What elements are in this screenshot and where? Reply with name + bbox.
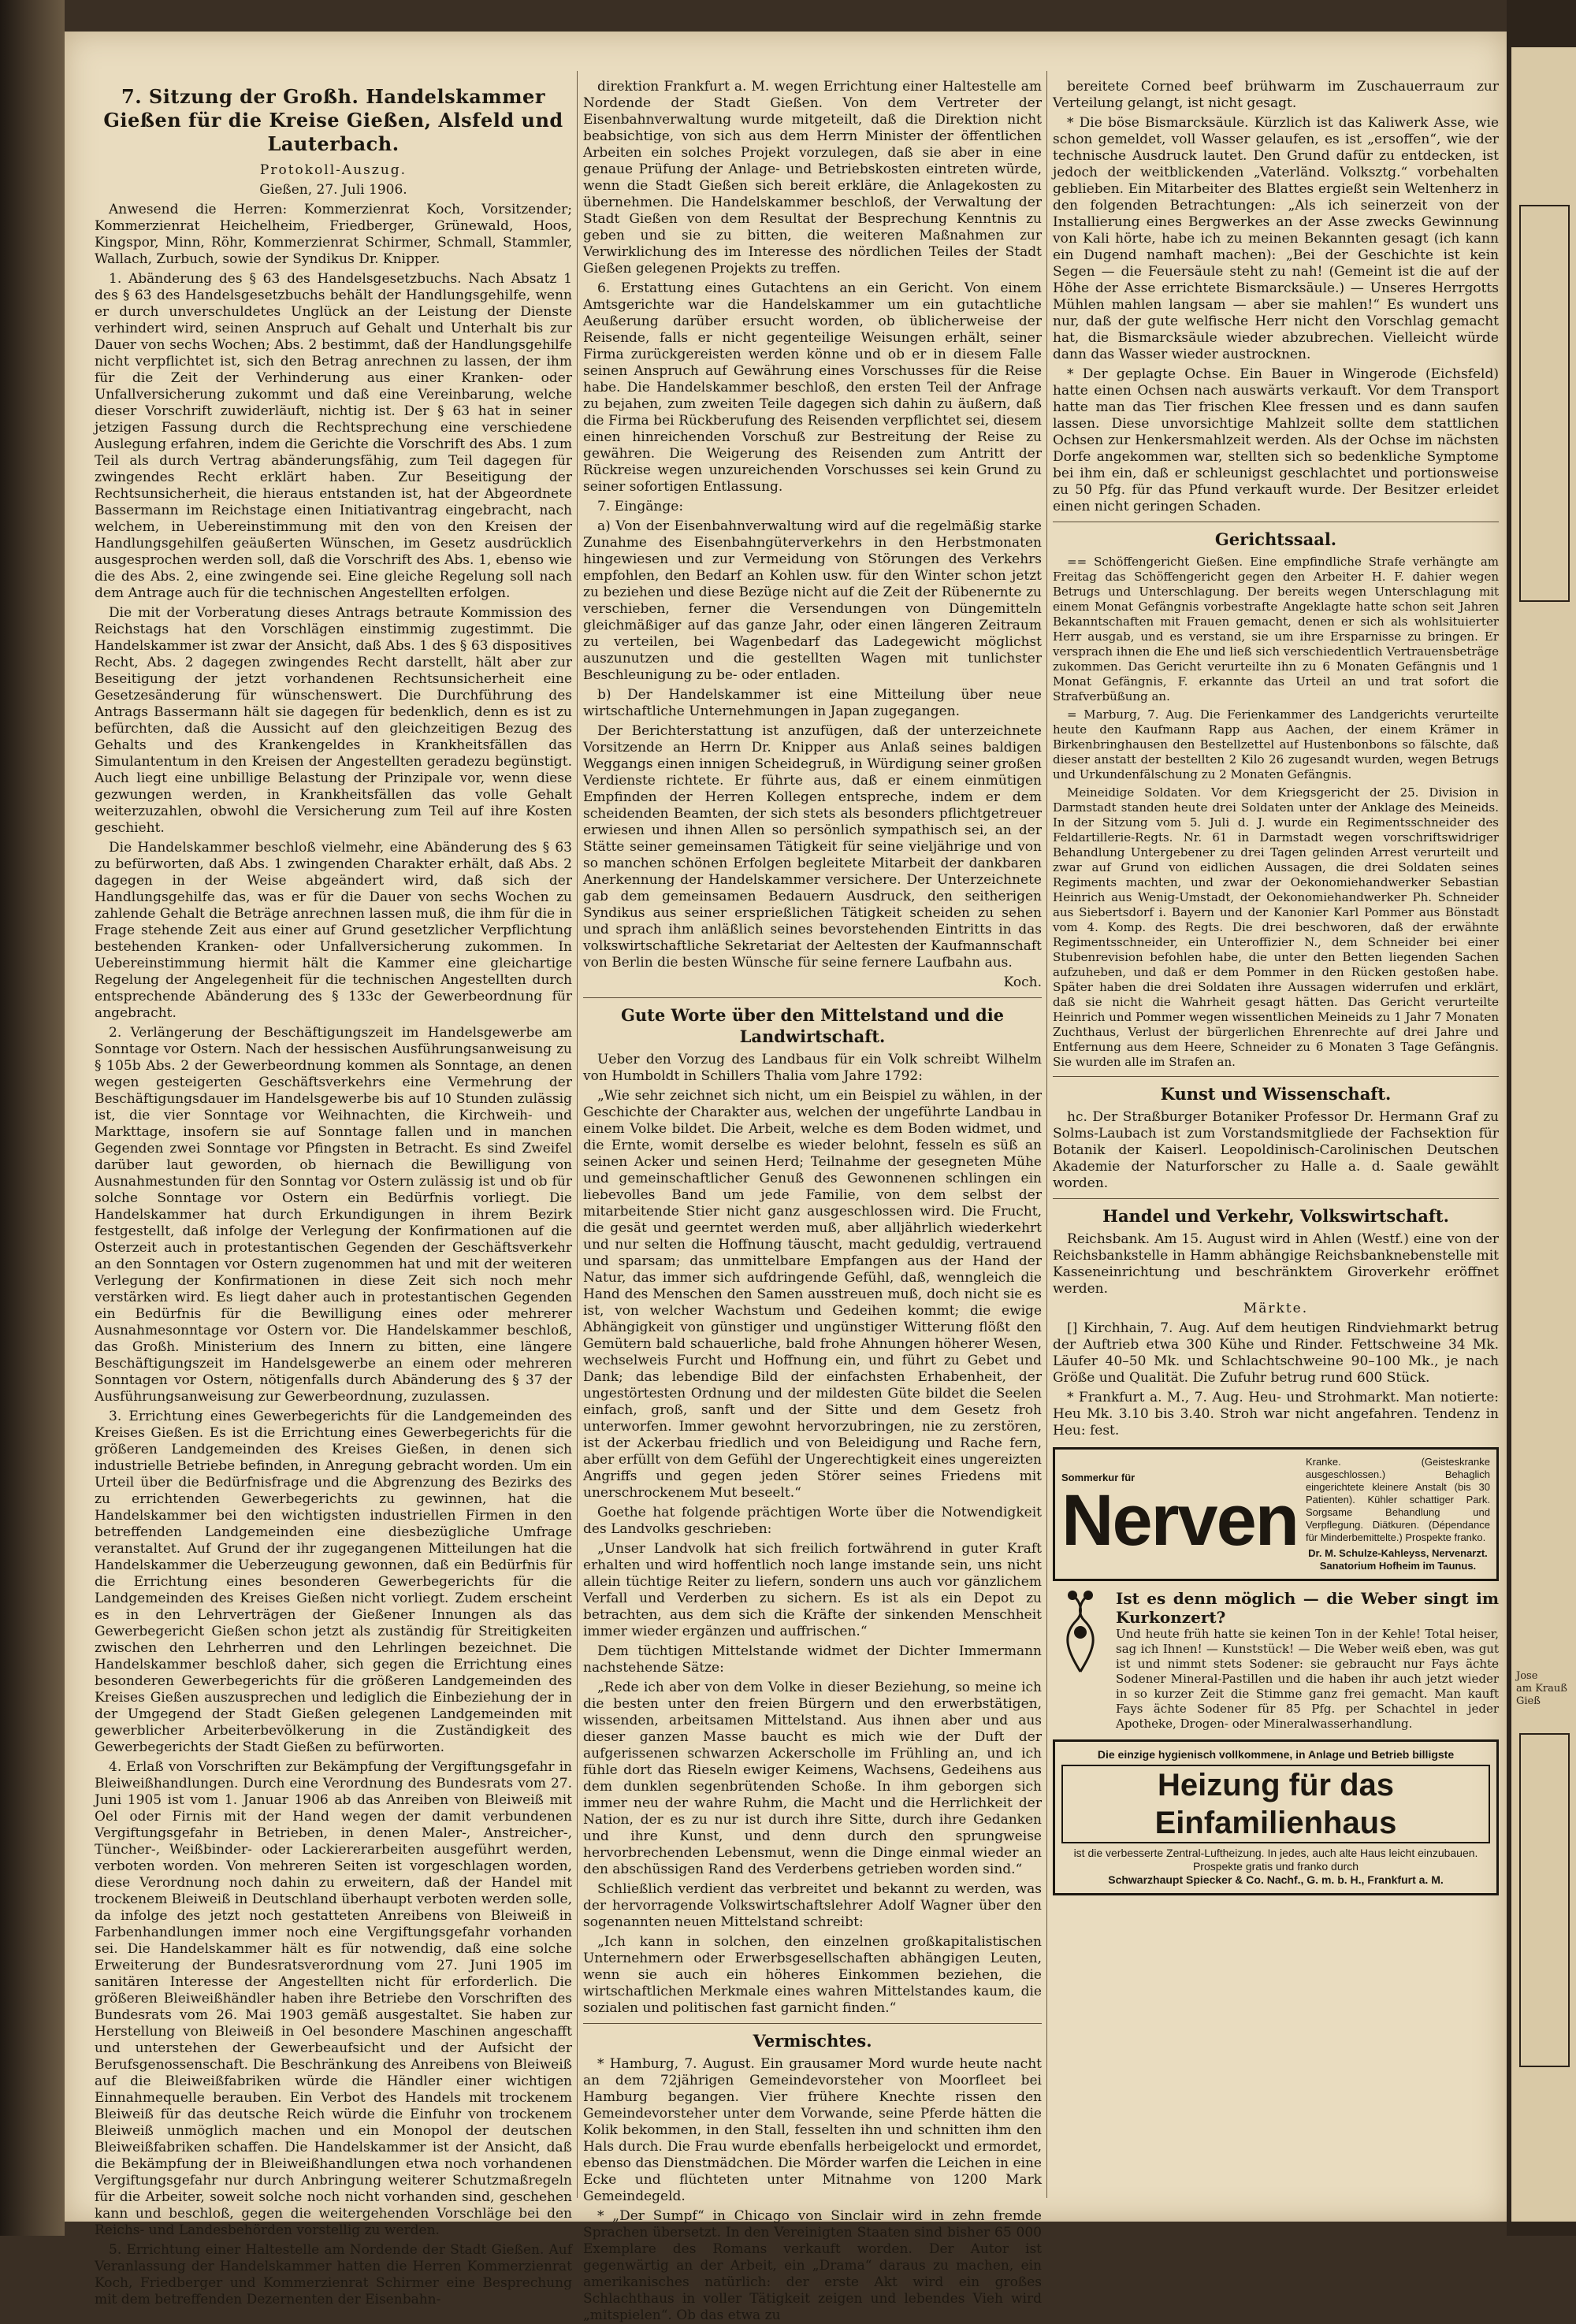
section-title-vermischtes: Vermischtes. bbox=[753, 2031, 872, 2051]
column-1 bbox=[95, 79, 572, 2307]
news-item: * „Der Sumpf“ in Chicago von Sinclair wird in zehn fremde Sprachen übersetzt. In den Vereinigten Staaten sind bisher 65 000 Exemplare des Romans verkauft worden. Der Autor ist gegenwärtig an der Arbeit, ein „Drama“ daraus zu machen, ein amerikanisches natürlich: der erste Akt wird ein großes Schlachthaus in voller Tätigkeit zeigen und lebendes Vieh wird „mitspielen“. Ob das etwa zu bbox=[583, 2208, 1042, 2323]
signature: Koch. bbox=[1003, 975, 1042, 990]
ad-weber-body: Und heute früh hatte sie keinen Ton in der Kehle! Total heiser, sag ich Ihnen! — Kunststück! — Die Weber weiß eben, was gut ist und nimmt stets Sodener: sie gebraucht nur Fays ächte Sodener Mineral-Pastillen und die haben ihr auch jetzt wieder in so kurzer Zeit die Stimme ganz frei gemacht. Man kauft Fays ächte Sodener für 85 Pfg. per Schachtel in jeder Apotheke, Drogen- oder Mineralwasserhandlung. bbox=[1116, 1627, 1499, 1731]
protocol-subtitle: Protokoll-Auszug. bbox=[259, 162, 407, 178]
adjacent-page-text: Jose bbox=[1516, 1670, 1538, 1682]
ad-heizung-company: Schwarzhaupt Spiecker & Co. Nachf., G. m. b. H., Frankfurt a. M. bbox=[1108, 1873, 1444, 1886]
markets-subheading: Märkte. bbox=[1243, 1301, 1309, 1316]
ad-nerven-body: Kranke. (Geisteskranke ausgeschlossen.) Behaglich eingerichtete kleinere Anstalt (bis 30 Patienten). Kühler schattiger Park. Sorgsame Behandlung und Verpflegung. Diätkuren. (Dépendance für Minderbemittelte.) Prospekte franko. bbox=[1305, 1456, 1490, 1543]
article-title-mittelstand: Gute Worte über den Mittelstand und die Landwirtschaft. bbox=[620, 1005, 1005, 1046]
adjacent-page-text: Gieß bbox=[1516, 1695, 1541, 1707]
paragraph: bereitete Corned beef brühwarm im Zuschauerraum zur Verteilung gelangt, ist nicht gesagt. bbox=[1053, 79, 1499, 111]
advertisement-nerven bbox=[1053, 1447, 1499, 1581]
paragraph: 1. Abänderung des § 63 des Handelsgesetzbuchs. Nach Absatz 1 des § 63 des Handelsgesetzbuchs behält der Handlungsgehilfe, wenn er durch unverschuldetes Unglück an der Leistung der Dienste verhindert wird, seinen Anspruch auf Gehalt und Unterhalt bis zur Dauer von sechs Wochen; Abs. 2 bestimmt, daß der Handlungsgehilfe nicht verpflichtet ist, sich den Betrag anrechnen zu lassen, der ihm für die Zeit der Verhinderung aus einer Kranken- oder Unfallversicherung zukommt und daß eine Vereinbarung, welche dieser Vorschrift zuwiderläuft, nichtig ist. Der § 63 hat in seiner jetzigen Fassung durch die Rechtsprechung eine verschiedene Auslegung erfahren, indem die Gerichte die Vorschrift des Abs. 1 zum Teil als durch Vertrag abänderungsfähig, zum Teil dagegen für zwingendes Recht erklärt haben. Zur Beseitigung der Rechtsunsicherheit, die hieraus entstanden ist, hat der Abgeordnete Bassermann im Reichstage einen Initiativantrag eingebracht, nach welchem, in Uebereinstimmung mit den von den Kreisen der Handlungsgehilfen geäußerten Wünschen, im Gesetz ausdrücklich ausgesprochen werden soll, daß die Vorschrift des Abs. 1, ebenso wie die des Abs. 2, eine zwingende sei. Eine gleiche Regelung soll nach dem Antrage auch für die technischen Angestellten erfolgen. bbox=[95, 271, 572, 601]
adjacent-page bbox=[1511, 47, 1576, 2222]
section-title-handel: Handel und Verkehr, Volkswirtschaft. bbox=[1102, 1206, 1449, 1226]
ad-heizung-headline: Heizung für das Einfamilienhaus bbox=[1061, 1765, 1490, 1843]
paragraph: 7. Eingänge: bbox=[597, 499, 684, 514]
section-title-gerichtssaal: Gerichtssaal. bbox=[1214, 529, 1337, 549]
column-3 bbox=[1053, 79, 1499, 2190]
column-rule bbox=[577, 71, 578, 2198]
ad-heizung-top: Die einzige hygienisch vollkommene, in Anlage und Betrieb billigste bbox=[1097, 1748, 1455, 1761]
adjacent-page-ad-box bbox=[1519, 1733, 1570, 2067]
court-report: = Marburg, 7. Aug. Die Ferienkammer des Landgerichts verurteilte heute den Kaufmann Rapp aus Aachen, der einem Krämer in Birkenbringhausen den Bestellzettel auf Hustenbonbons so fälschte, daß dieser anstatt der bestellten 2 Kilo 26 zugesandt wurden, wegen Betrugs und Urkundenfälschung zu 2 Monaten Gefängnis. bbox=[1053, 707, 1499, 781]
section-divider bbox=[1053, 1198, 1499, 1199]
paragraph: Der Berichterstattung ist anzufügen, daß der unterzeichnete Vorsitzende an Herrn Dr. Knipper aus Anlaß seines baldigen Weggangs einen innigen Scheidegruß, in Würdigung seiner großen Verdienste richtete. Er führte aus, daß er einem einmütigen Empfinden der Herren Kollegen entspreche, indem er dem scheidenden Beamten, der sich stets als besonders pflichtgetreuer erwiesen und ihnen Allen so persönlich sympathisch sei, an der Stätte seiner gemeinsamen Tätigkeit für seine vieljährige und von so manchen schönen Erfolgen begleitete Mitarbeit der dankbaren Anerkennung der Handelskammer versichere. Der Unterzeichnete gab dem gemeinsamen Bedauern Ausdruck, den seitherigen Syndikus aus seiner ersprießlichen Tätigkeit scheiden zu sehen und sprach ihm anläßlich seines bevorstehenden Eintritts in das volkswirtschaftliche Sekretariat der Aeltesten der Kaufmannschaft von Berlin die besten Wünsche für seine fernere Laufbahn aus. bbox=[583, 723, 1042, 971]
adjacent-page-text: am Krauß bbox=[1516, 1683, 1567, 1695]
paragraph: [] Kirchhain, 7. Aug. Auf dem heutigen Rindviehmarkt betrug der Auftrieb etwa 300 Kühe und Rinder. Fettschweine 34 Mk. Läufer 40–50 Mk. und Schlachtschweine 90–100 Mk., je nach Größe und Qualität. Die Zufuhr betrug rund 600 Stück. bbox=[1053, 1320, 1499, 1386]
column-2 bbox=[583, 79, 1042, 2323]
column-rule bbox=[1046, 71, 1047, 2198]
book-spine bbox=[0, 0, 65, 2236]
court-report: == Schöffengericht Gießen. Eine empfindliche Strafe verhängte am Freitag das Schöffengericht gegen den Arbeiter H. F. dahier wegen Betrugs und Unterschlagung. Der bereits wegen Unterschlagung mit einem Monat Gefängnis vorbestrafte Angeklagte hatte schon seit Jahren Bekanntschaften mit Frauen gemacht, denen er sich als wohlsituierter Herr ausgab, und es verstand, sie um ihre Ersparnisse zu bringen. Er versprach ihnen die Ehe und ließ sich verschiedentlich Vertrauensbeträge zukommen. Das Gericht verurteilte ihn zu 6 Monaten Gefängnis und 1 Monat Gefängnis, F. erkannte das Urteil an und trat sofort die Strafverbüßung an. bbox=[1053, 555, 1499, 704]
paragraph: a) Von der Eisenbahnverwaltung wird auf die regelmäßig starke Zunahme des Eisenbahngüterverkehrs in den Herbstmonaten hingewiesen und zur Vermeidung von Störungen des Verkehrs empfohlen, den Bedarf an Kohlen usw. für den Winter schon jetzt zu beziehen und diese Bezüge nicht auf die Zeit der Rübenernte zu verschieben, ferner die Versendungen von Düngemitteln gleichmäßiger auf das ganze Jahr, oder einen längeren Zeitraum zu verteilen, bei Wagenbedarf das Ladegewicht möglichst auszunutzen und die gestellten Wagen mit tunlichster Beschleunigung zu be- oder entladen. bbox=[583, 518, 1042, 683]
paragraph: Dem tüchtigen Mittelstande widmet der Dichter Immermann nachstehende Sätze: bbox=[583, 1643, 1042, 1676]
paragraph: 4. Erlaß von Vorschriften zur Bekämpfung der Vergiftungsgefahr in Bleiweißhandlungen. Durch eine Verordnung des Bundesrats vom 27. Juni 1905 ist vom 1. Januar 1906 ab das Anreiben von Bleiweiß mit Oel oder Firnis mit der Hand wegen der damit verbundenen Vergiftungsgefahr in Betrieben, in denen Maler-, Anstreicher-, Tüncher-, Weißbinder- oder Lackiererarbeiten ausgeführt werden, verboten worden. Von mehreren Seiten ist vorgeschlagen worden, diese Verordnung noch dahin zu erweitern, daß der Handel mit trockenem Bleiweiß in Deutschland überhaupt verboten werden solle, da infolge des jetzt noch gestatteten Anreibens von Bleiweiß in Farbenhandlungen immer noch eine Vergiftungsgefahr vorhanden sei. Die Handelskammer hält es für notwendig, daß eine solche Erweiterung der Bundesratsverordnung vom 27. Juni 1905 im sanitären Interesse der Angestellten nicht für erforderlich. Die größeren Bleiweißhändler haben ihre Betriebe den Vorschriften des Bundesrats vom 26. Mai 1903 gemäß ausgestaltet. Sie haben zur Herstellung von Bleiweiß in Oel besondere Maschinen angeschafft und unterstehen der Gewerbeaufsicht und der Aufsicht der Berufsgenossenschaft. Die Beschränkung des Anreibens von Bleiweiß auf die Bleiweißfabriken würde die Händler einer wichtigen Einnahmequelle berauben. Ein Verbot des Handels mit trockenem Bleiweiß für das deutsche Reich würde die Einfuhr von trockenem Bleiweiß unmöglich machen und ein Monopol der deutschen Bleiweißfabriken schaffen. Die Handelskammer ist der Ansicht, daß die Bekämpfung der in Bleiweißhandlungen etwa noch vorhandenen Vergiftungsgefahr nur durch Anbringung weiterer Schutzmaßregeln für die Arbeiter, soweit solche noch nicht vorhanden sind, geschehen kann und beschloß, gegen die weitergehenden Vorschläge bei den Reichs- und Landesbehörden vorstellig zu werden. bbox=[95, 1759, 572, 2238]
ad-weber-headline: Ist es denn möglich — die Weber singt im Kurkonzert? bbox=[1116, 1589, 1499, 1627]
paragraph: 5. Errichtung einer Haltestelle am Nordende der Stadt Gießen. Auf Veranlassung der Handelskammer hatten die Herren Kommerzienrat Koch, Friedberger und Kommerzienrat Schirmer eine Besprechung mit dem betreffenden Dezernenten der Eisenbahn- bbox=[95, 2242, 572, 2307]
section-divider bbox=[583, 2023, 1042, 2024]
paragraph: b) Der Handelskammer ist eine Mitteilung über neue wirtschaftliche Unternehmungen in Japan zugegangen. bbox=[583, 687, 1042, 719]
paragraph: * Die böse Bismarcksäule. Kürzlich ist das Kaliwerk Asse, wie schon gemeldet, voll Wasser gelaufen, es ist „ersoffen“, wie der technische Ausdruck lautet. Den Grund dafür zu entdecken, ist jedoch der weitblickenden „Vaterländ. Volksztg.“ vorbehalten geblieben. Ein Mitarbeiter des Blattes ergießt sein Weltenherz in den folgenden Betrachtungen: „Als ich seinerzeit von der Installierung eines Bergwerkes an der Asse zwecks Gewinnung von Kali hörte, habe ich zu meinen Bekannten gesagt (ich kann ein Dugend namhaft machen): „Bei der Geschichte ist kein Segen — die Feuersäule steht zu nah! (Gemeint ist die auf der Höhe der Asse errichtete Bismarcksäule.) — Unseres Herrgotts Mühlen mahlen langsam — aber sie mahlen!“ Es wundert uns nur, daß der gute welfische Herr nicht den Vorschlag gemacht hat, die Bismarcksäule wieder abzubrechen. Vielleicht würde dann das Wasser wieder austrocknen. bbox=[1053, 115, 1499, 362]
paragraph: direktion Frankfurt a. M. wegen Errichtung einer Haltestelle am Nordende der Stadt Gießen. Von dem Vertreter der Eisenbahnverwaltung wurde mitgeteilt, daß die Direktion nicht beabsichtige, von sich aus dem Herrn Minister der öffentlichen Arbeiten ein solches Projekt vorzulegen, daß sie aber in eine genaue Prüfung der Anlage- und Betriebskosten eintreten würde, wenn die Stadt Gießen sich bereit erkläre, die Anlagekosten zu übernehmen. Die Handelskammer beschloß, der Verwaltung der Stadt Gießen von dem Resultat der Besprechung Kenntnis zu geben und sie zu bitten, die weiteren Maßnahmen zur Verwirklichung des im Interesse des nördlichen Teiles der Stadt Gießen gelegenen Projekts zu treffen. bbox=[583, 79, 1042, 277]
section-title-kunst: Kunst und Wissenschaft. bbox=[1160, 1084, 1392, 1104]
paragraph: „Wie sehr zeichnet sich nicht, um ein Beispiel zu wählen, in der Geschichte der Charakter aus, welchen der ungeführte Landbau in einem Volke bildet. Die Arbeit, welche es dem Boden widmet, und die Ernte, womit derselbe es wieder belohnt, fesseln es süß an seinen Acker und seinen Herd; Teilnahme der gesegneten Mühe und gemeinschaftlicher Genuß des Gewonnenen schlingen ein liebevolles Band um jede Familie, von dem selbst der mitarbeitende Stier nicht ganz ausgeschlossen wird. Die Frucht, die gesät und geerntet werden muß, aber alljährlich wiederkehrt und nur selten die Hoffnung täuscht, macht geduldig, vertrauend und sparsam; das unmittelbare Empfangen aus der Hand der Natur, das immer sich aufdringende Gefühl, daß, wenngleich die Hand des Menschen den Samen ausstreuen muß, doch nicht sie es ist, von welcher Wachstum und Gedeihen kommt; die ewige Abhängigkeit von günstiger und ungünstiger Witterung flößt den Gemütern bald schauerliche, bald frohe Ahnungen höherer Wesen, wechselweis Furcht und Hoffnung ein, und führt zu Gebet und Dank; das lebendige Bild der einfachsten Erhabenheit, der ungestörtesten Ordnung und der mildesten Güte bildet die Seelen einfach, groß, sanft und der Sitte und dem Gesetz froh unterworfen. Immer gewohnt hervorzubringen, nie zu zerstören, ist der Ackerbau friedlich und von Beleidigung und Rache fern, aber erfüllt von dem Gefühl der Ungerechtigkeit eines ungereizten Angriffs und gegen jeden Störer seines Friedens mit unerschrockenem Mut beseelt.“ bbox=[583, 1088, 1042, 1501]
paragraph: „Rede ich aber von dem Volke in dieser Beziehung, so meine ich die besten unter den freien Bürgern und den erwerbstätigen, wissenden, arbeitsamen Mittelstand. Aus ihnen aber und aus dieser ganzen Masse baucht es mich wie der Duft der aufgerissenen schwarzen Ackerscholle im Frühling an, und ich fühle dort das Rieseln ewiger Keimens, Wachsens, Gedeihens aus dem dunklen segenbrütenden Schoße. In ihm geborgen sich immer neu der wahre Ruhm, die Macht und die Herrlichkeit der Nation, der es zu nur ist durch ihre Sitte, durch ihre Gedanken und ihre Kunst, und denn durch den sprungweise hervorbrechenden Lebensmut, wenn die Dinge einmal wieder an den abschüssigen Rand des Verderbens getrieben worden sind.“ bbox=[583, 1680, 1042, 1877]
advertisement-heizung bbox=[1053, 1739, 1499, 1895]
paragraph: „Ich kann in solchen, den einzelnen großkapitalistischen Unternehmern oder Erwerbsgesellschaften abhängigen Leuten, wenn sie auch ein höheres Einkommen beziehen, die wirtschaftlichen Merkmale eines wahren Mittelstandes kaum, die sozialen und politischen fast garnicht finden.“ bbox=[583, 1934, 1042, 2016]
section-divider bbox=[1053, 1076, 1499, 1077]
court-report: Meineidige Soldaten. Vor dem Kriegsgericht der 25. Division in Darmstadt standen heute drei Soldaten unter der Anklage des Meineids. In der Sitzung vom 5. Juli d. J. wurde ein Regimentsschneider des Feldartillerie-Regts. Nr. 61 in Darmstadt wegen vorschriftswidriger Behandlung Untergebener zu drei Tagen gelinden Arrest verurteilt und zwar auf Grund von eidlichen Aussagen, die drei Soldaten seines Regiments machten, und zwar der Oekonomiehandwerker Sebastian Heinrich aus Wenig-Umstadt, der Oekonomiehandwerker Ph. Schneider aus Siebertsdorf i. Bayern und der Kanonier Karl Pommer aus Bönstadt vom 4. Komp. des Regts. Die drei beschworen, daß der erwähnte Regimentsschneider, ein Unteroffizier N., dem Schneider bei einer Stubenrevision befohlen habe, die unter den Betten liegenden Sachen aufzuheben, und daß er dem Pommer in den Rücken gestoßen habe. Später haben die drei Soldaten ihre Aussagen widerrufen und erklärt, daß sie nicht die Wahrheit gesagt hätten. Das Gericht verurteilte Heinrich und Pommer wegen wissentlichen Meineids zu 1 Jahr 7 Monaten Zuchthaus, Verlust der bürgerlichen Ehrenrechte auf drei Jahre und Entfernung aus dem Heere, Schneider zu 6 Monaten 3 Tage Gefängnis. Sie wurden alle im Strafen an. bbox=[1053, 785, 1499, 1069]
section-divider bbox=[583, 997, 1042, 998]
paragraph: hc. Der Straßburger Botaniker Professor Dr. Hermann Graf zu Solms-Laubach ist zum Vorstandsmitgliede der Fachsektion für Botanik der Kaiserl. Leopoldinisch-Carolinischen Deutschen Akademie der Naturforscher zu Halle a. d. Saale gewählt worden. bbox=[1053, 1109, 1499, 1191]
adjacent-page-box bbox=[1519, 205, 1570, 602]
paragraph: Die mit der Vorberatung dieses Antrags betraute Kommission des Reichstags hat den Vorschlägen einstimmig zugestimmt. Die Handelskammer ist zwar der Ansicht, daß Abs. 1 des § 63 dispositives Recht, Abs. 2 dagegen zwingendes Recht darstellt, hält aber zur Beseitigung der jetzt vorhandenen Rechtsunsicherheit eine Gesetzesänderung für wünschenswert. Die Durchführung des Antrags Bassermann hält sie dagegen für bedenklich, denn es ist zu befürchten, daß die Aussicht auf den gleichzeitigen Bezug des Gehalts und des Krankengeldes in Krankheitsfällen das Simulantentum in den Kreisen der Angestellten geradezu begünstigt. Auch liegt eine unbillige Belastung der Prinzipale vor, wenn diese gezwungen werden, in Krankheitsfällen das volle Gehalt weiterzuzahlen, obwohl die Versicherung zum Teil auf ihre Kosten geschieht. bbox=[95, 605, 572, 836]
news-item: * Hamburg, 7. August. Ein grausamer Mord wurde heute nacht an dem 72jährigen Gemeindevorsteher von Moorfleet bei Hamburg begangen. Vier frühere Knechte rissen den Gemeindevorsteher unter dem Vorwande, seine Pferde hätten die Kolik bekommen, in den Stall, fesselten ihn und schnitten ihm den Hals durch. Die Frau wurde ebenfalls herbeigelockt und ermordet, ebenso das Dienstmädchen. Die Mörder warfen die Leichen in eine Ecke und flüchteten unter Mitnahme von 1200 Mark Gemeindegeld. bbox=[583, 2056, 1042, 2204]
ad-nerven-doctor: Dr. M. Schulze-Kahleyss, Nervenarzt. Sanatorium Hofheim im Taunus. bbox=[1308, 1547, 1488, 1572]
ad-heizung-middle: ist die verbesserte Zentral-Luftheizung. In jedes, auch alte Haus leicht einzubauen. Prospekte gratis und franko durch bbox=[1073, 1847, 1478, 1873]
ad-nerven-top: Sommerkur für bbox=[1061, 1472, 1136, 1483]
paragraph: Reichsbank. Am 15. August wird in Ahlen (Westf.) eine von der Reichsbankstelle in Hamm abhängige Reichsbanknebenstelle mit Kasseneinrichtung und beschränktem Giroverkehr eröffnet werden. bbox=[1053, 1231, 1499, 1297]
article-title-handelskammer: 7. Sitzung der Großh. Handelskammer Gießen für die Kreise Gießen, Alsfeld und Lauterbach. bbox=[103, 85, 563, 155]
ad-nerven-headline: Nerven bbox=[1061, 1480, 1298, 1561]
paragraph: * Frankfurt a. M., 7. Aug. Heu- und Strohmarkt. Man notierte: Heu Mk. 3.10 bis 3.40. Stroh war nicht angefahren. Tendenz in Heu: fest. bbox=[1053, 1390, 1499, 1439]
paragraph: Schließlich verdient das verbreitet und bekannt zu werden, was der hervorragende Volkswirtschaftslehrer Adolf Wagner über den sogenannten neuen Mittelstand schreibt: bbox=[583, 1881, 1042, 1930]
paragraph: Anwesend die Herren: Kommerzienrat Koch, Vorsitzender; Kommerzienrat Heichelheim, Friedberger, Grünewald, Hoos, Kingspor, Minn, Röhr, Kommerzienrat Schirmer, Schmall, Stammler, Wallach, Zurbuch, sowie der Syndikus Dr. Knipper. bbox=[95, 202, 572, 267]
paragraph: * Der geplagte Ochse. Ein Bauer in Wingerode (Eichsfeld) hatte einen Ochsen nach auswärts verkauft. Vor dem Transport hatte man das Tier frischen Klee fressen und es dann saufen lassen. Diese unvorsichtige Mahlzeit sollte dem stattlichen Ochsen zur Henkersmahlzeit werden. Als der Ochse im nächsten Dorfe angekommen war, stellten sich so bedenkliche Symptome bei ihm ein, daß er schleunigst geschlachtet und portionsweise zu 50 Pfg. für das Pfund verkauft wurde. Der Besitzer erleidet einen nicht geringen Schaden. bbox=[1053, 366, 1499, 514]
paragraph: Ueber den Vorzug des Landbaus für ein Volk schreibt Wilhelm von Humboldt in Schillers Thalia vom Jahre 1792: bbox=[583, 1052, 1042, 1084]
paragraph: 3. Errichtung eines Gewerbegerichts für die Landgemeinden des Kreises Gießen. Es ist die Errichtung eines Gewerbegerichts für die größeren Landgemeinden des Kreises Gießen, in denen sich industrielle Betriebe befinden, in Anregung gebracht worden. Um ein Urteil über die Bedürfnisfrage und die Abgrenzung des Bezirks des zu errichtenden Gewerbegerichts zu gewinnen, hat die Handelskammer bei den wichtigsten industriellen Firmen in den betreffenden Landgemeinden eine diesbezügliche Umfrage veranstaltet. Auf Grund der ihr zugegangenen Mitteilungen hat die Handelskammer die Ueberzeugung gewonnen, daß ein Bedürfnis für die Errichtung eines besonderen Gewerbegerichts für die Landgemeinden des Kreises Gießen nicht vorliegt. Zudem erscheint es in den Lehrverträgen der Gießener Innungen als das Gewerbegericht Gießen schon jetzt als zuständig für Streitigkeiten zwischen den Lehrherren und den Lehrlingen bezeichnet. Die Handelskammer beschloß daher, sich gegen die Errichtung eines besonderen Gewerbegerichts für die größeren Landgemeinden des Kreises Gießen auszusprechen und lediglich die Einbeziehung der in der Umgegend der Stadt Gießen gelegenen Landgemeinden mit gewerblicher Arbeiterbevölkerung in die Zuständigkeit des Gewerbegerichts der Stadt Gießen zu befürworten. bbox=[95, 1409, 572, 1755]
paragraph: Goethe hat folgende prächtigen Worte über die Notwendigkeit des Landvolks geschrieben: bbox=[583, 1505, 1042, 1537]
paragraph: 2. Verlängerung der Beschäftigungszeit im Handelsgewerbe am Sonntage vor Ostern. Nach der hessischen Ausführungsanweisung zu § 105b Abs. 2 der Gewerbeordnung kommen als Sonntage, an denen wegen gesteigerten Geschäftsverkehrs eine Vermehrung der Beschäftigungsdauer im Handelsgewerbe bis auf 10 Stunden zulässig ist, die vier Sonntage vor Weihnachten, die Kirchweih- und Markttage, insofern sie auf Sonntage fallen und in manchen Gegenden zwei Sonntage vor Pfingsten in Betracht. Es sind Zweifel darüber laut geworden, ob hiernach die Bewilligung von Ausnahmestunden für den Sonntag vor Ostern zulässig ist und ob für solche Sonntage vor Ostern ein Bedürfnis vorliegt. Die Handelskammer hat durch Erkundigungen in ihrem Bezirk festgestellt, daß infolge der Verlegung der Konfirmationen auf die Osterzeit auch in protestantischen Gegenden der Geschäftsverkehr an den Sonntagen vor Ostern zugenommen hat und mit der weiteren Verlegung der Konfirmationen in diese Zeit sich noch mehr verstärken wird. Es liegt daher auch in protestantischen Gegenden ein Bedürfnis für die Bewilligung eines oder mehrerer Ausnahmesonntage vor Ostern vor. Die Handelskammer beschloß, das Großh. Ministerium des Innern zu bitten, eine längere Beschäftigungszeit im Handelsgewerbe an einem oder mehreren Sonntagen vor Ostern, nötigenfalls durch Abänderung des § 37 der Ausführungsanweisung zur Gewerbeordnung, zuzulassen. bbox=[95, 1025, 572, 1405]
paragraph: Die Handelskammer beschloß vielmehr, eine Abänderung des § 63 zu befürworten, daß Abs. 1 zwingenden Charakter erhält, daß Abs. 2 dagegen in der Weise abgeändert wird, daß sich der Handlungsgehilfe das, was er für die Dauer von sechs Wochen zu zahlende Gehalt die Beträge anrechnen lassen muß, die ihm für die in Frage stehende Zeit aus einer auf Grund gesetzlicher Verpflichtung bestehenden Kranken- oder Unfallversicherung zukommen. In Uebereinstimmung hiermit hält die Kammer eine gleichartige Regelung der Angelegenheit für die technischen Angestellten durch entsprechende Abänderung des § 133c der Gewerbeordnung für angebracht. bbox=[95, 840, 572, 1021]
paragraph: 6. Erstattung eines Gutachtens an ein Gericht. Von einem Amtsgerichte war die Handelskammer um ein gutachtliche Aeußerung darüber ersucht worden, ob üblicherweise der Reisende, falls er nicht gegenteilige Weisungen erhält, seiner Firma zurückgereisten werden könne und ob er in diesem Falle seinen Anspruch auf Gewährung eines Vorschusses für die Reise habe. Die Handelskammer beschloß, den ersten Teil der Anfrage zu bejahen, zum zweiten Teile dagegen sich dahin zu äußern, daß die Firma bei Rückberufung des Reisenden verpflichtet sei, diesem einen hinreichenden Vorschuß zur Bestreitung der Reise zu gewähren. Die Weigerung des Reisenden zum Antritt der Rückreise wegen unzureichenden Vorschusses sei kein Grund zu seiner sofortigen Entlassung. bbox=[583, 280, 1042, 495]
advertisement-weber bbox=[1053, 1589, 1499, 1732]
dateline: Gießen, 27. Juli 1906. bbox=[259, 182, 407, 198]
floral-ornament-icon bbox=[1053, 1589, 1108, 1676]
paragraph: „Unser Landvolk hat sich freilich fortwährend in guter Kraft erhalten und wird hoffentlich noch lange imstande sein, uns nicht allein tüchtige Reiter zu liefern, sondern uns auch vor gänzlichem Verfall und Verderben zu sichern. Es ist als ein Depot zu betrachten, aus dem sich die Kräfte der sinkenden Menschheit immer wieder ergänzen und auffrischen.“ bbox=[583, 1541, 1042, 1639]
